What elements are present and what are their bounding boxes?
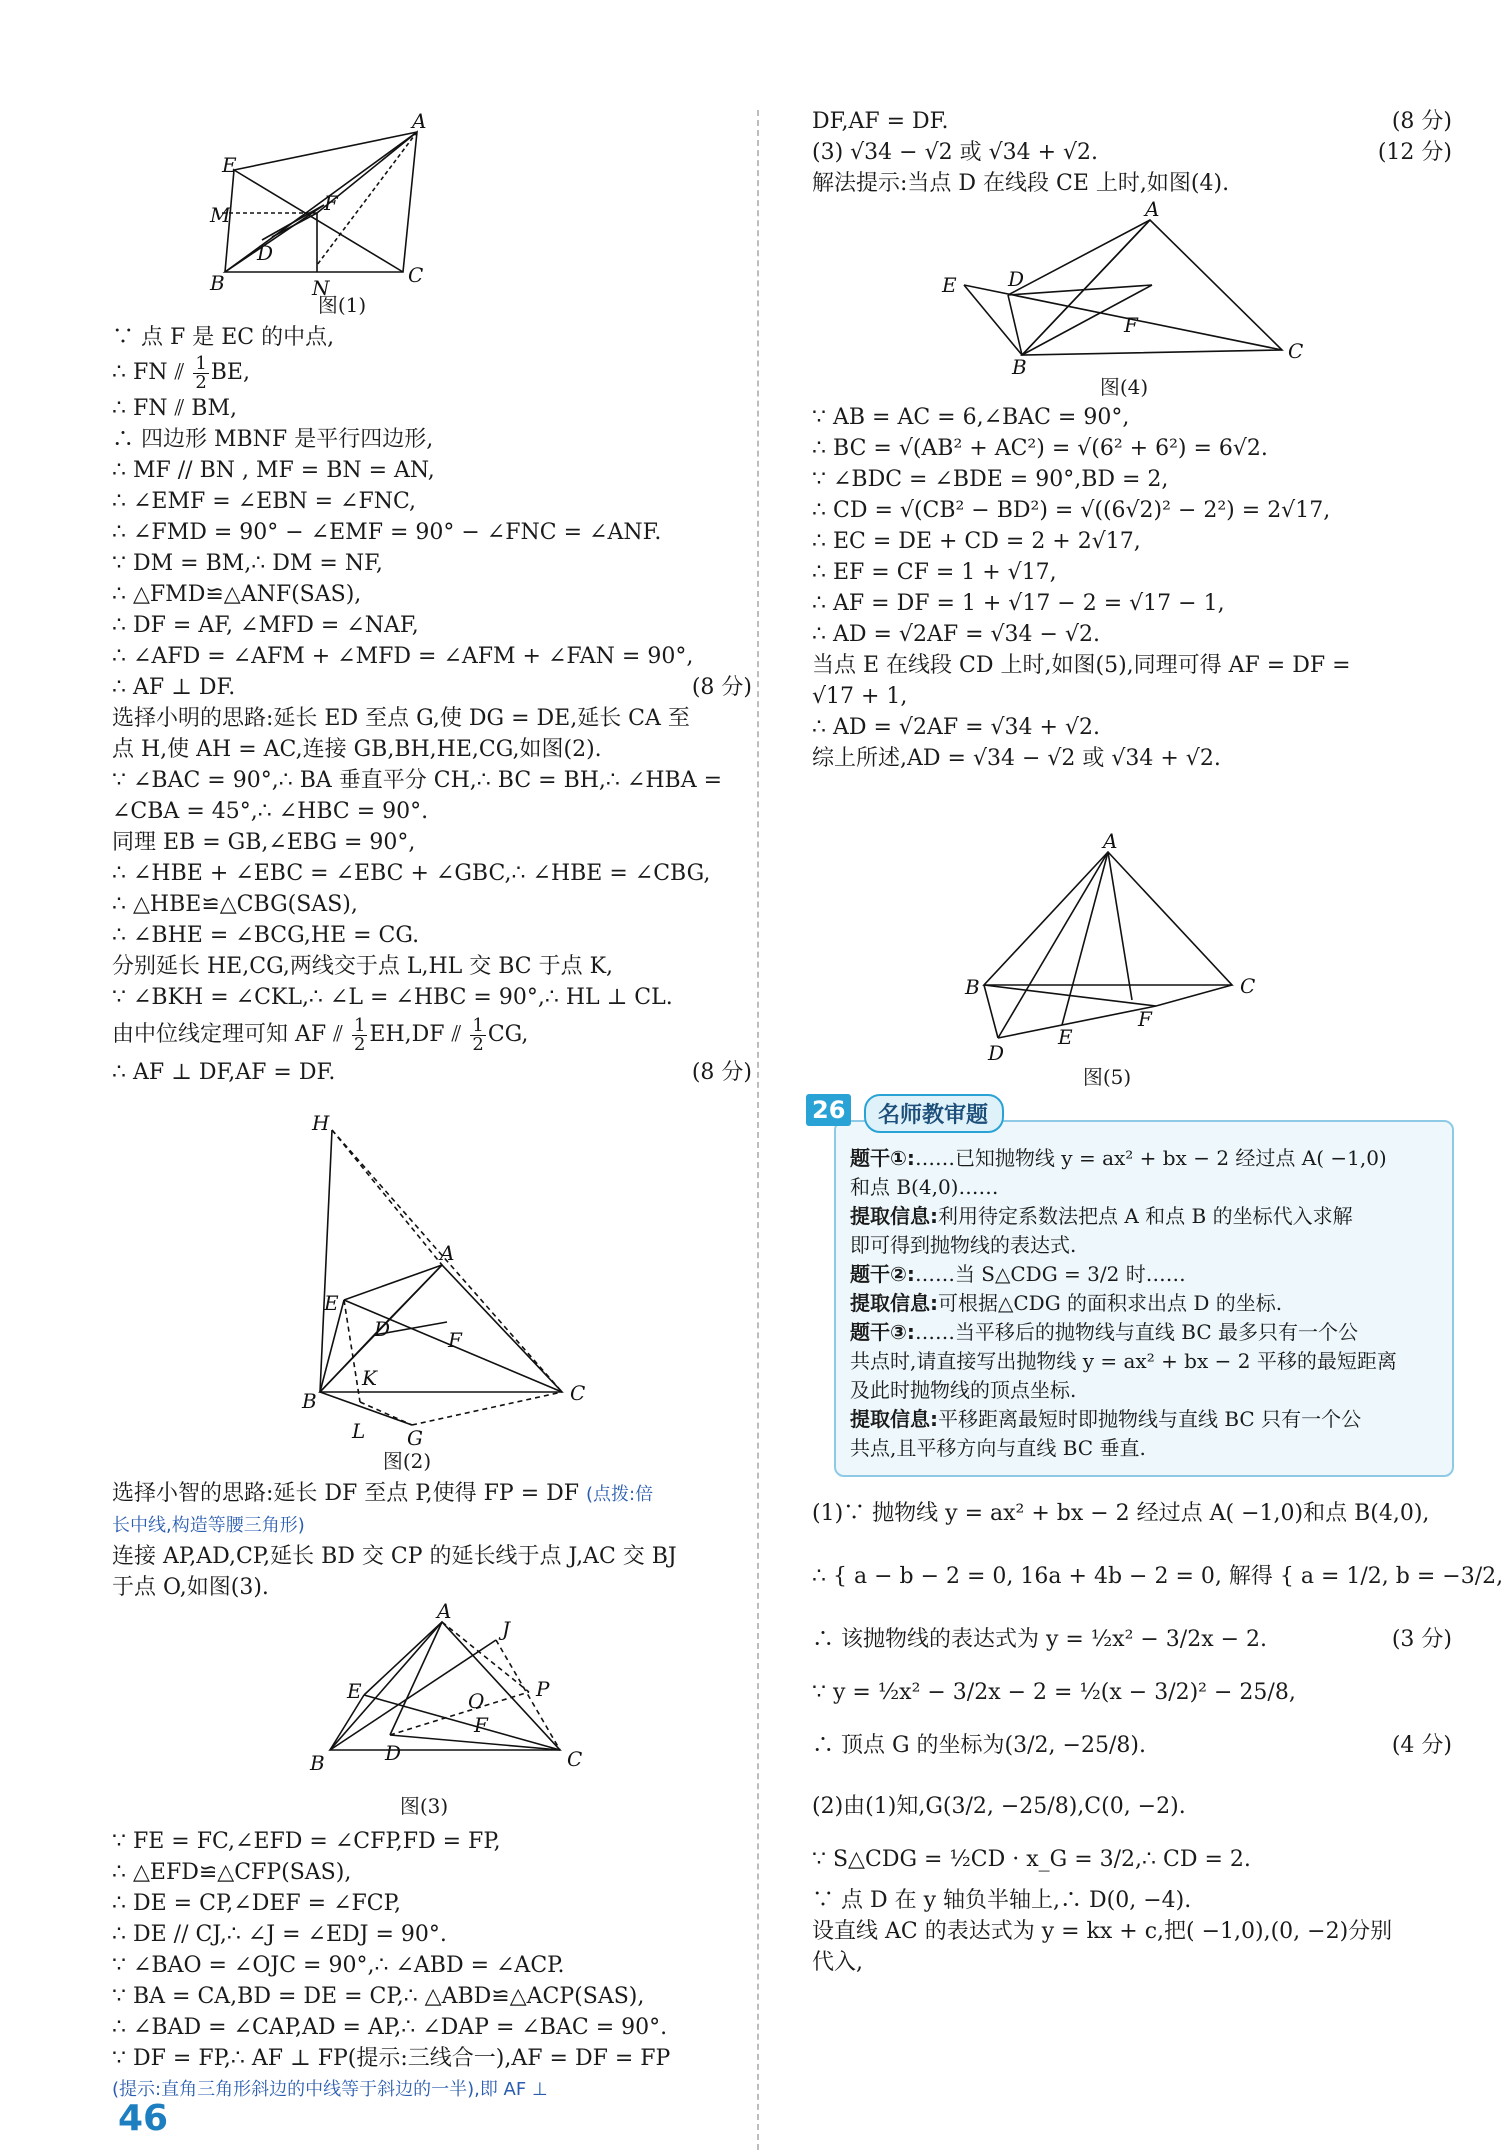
right-block-a [812,106,1452,199]
fig4-label-A: A [1145,197,1160,221]
fig2-label-C: C [570,1381,586,1405]
text-line: ∵ AB = AC = 6,∠BAC = 90°, [812,405,1130,430]
text-line: ∴ ∠EMF = ∠EBN = ∠FNC, [112,489,417,514]
fig3-label-D: D [385,1741,402,1765]
text-line: ∵ S△CDG = ½CD · x_G = 3/2,∴ CD = 2. [812,1847,1251,1872]
fig5-label-A: A [1103,829,1118,853]
fig4-label-B: B [1012,355,1027,379]
figure-2 [112,1110,752,1450]
fig4-label-D: D [1008,267,1025,291]
right-block-c [812,1498,1503,1978]
fig3-label-P: P [536,1677,550,1701]
fig3-label-O: O [468,1689,485,1713]
text-line: 点 H,使 AH = AC,连接 GB,BH,HE,CG,如图(2). [112,737,602,762]
fig5-label-C: C [1240,974,1256,998]
text-line: ∴ 该抛物线的表达式为 y = ½x² − 3/2x − 2. (3 分) [812,1624,1452,1655]
fig3-label-C: C [567,1747,583,1771]
fig1-label-B: B [210,271,225,295]
text-line: ∴ AF ⊥ DF,AF = DF. (8 分) [112,1057,752,1088]
fig2-label-F: F [448,1328,462,1352]
fig1-caption: 图(1) [317,293,367,317]
text-line: 同理 EB = GB,∠EBG = 90°, [112,830,416,855]
figure-4 [812,197,1452,379]
fig5-caption: 图(5) [1082,1065,1132,1089]
fig3-caption: 图(3) [399,1794,449,1818]
fig3-label-B: B [310,1751,325,1775]
text-line: ∴ 四边形 MBNF 是平行四边形, [112,427,434,452]
panel-row: 题干③:……当平移后的抛物线与直线 BC 最多只有一个公 [850,1320,1359,1344]
fig1-label-F: F [324,191,338,215]
text-line: ∵ DF = FP,∴ AF ⊥ FP(提示:三线合一),AF = DF = FP [112,2046,671,2071]
fig5-label-B: B [965,975,980,999]
panel-title: 名师教审题 [864,1094,1004,1133]
text-line: (2)由(1)知,G(3/2, −25/8),C(0, −2). [812,1794,1186,1819]
fig5-label-D: D [988,1041,1005,1065]
page-number: 46 [118,2098,169,2139]
fig4-caption: 图(4) [1099,375,1149,399]
fig2-label-K: K [362,1366,377,1390]
text-line: 选择小智的思路:延长 DF 至点 P,使得 FP = DF (点拨:倍 [112,1481,654,1506]
score: (8 分) [691,675,752,700]
fig3-label-E: E [347,1679,362,1703]
left-block-c [112,1826,752,2105]
fig1-label-A: A [412,109,427,133]
text-line: ∴ BC = √(AB² + AC²) = √(6² + 6²) = 6√2. [812,436,1268,461]
panel-row: 提取信息:平移距离最短时即抛物线与直线 BC 只有一个公 [850,1407,1362,1431]
text-line: 选择小明的思路:延长 ED 至点 G,使 DG = DE,延长 CA 至 [112,706,690,731]
text-line: ∵ DM = BM,∴ DM = NF, [112,551,383,576]
text-line: DF,AF = DF. (8 分) [812,106,1452,137]
fig2-label-H: H [312,1111,330,1135]
fig4-label-F: F [1124,313,1138,337]
panel-row: 共点,且平移方向与直线 BC 垂直. [850,1436,1146,1460]
text-line: ∴ FN ⫽ $\frac{1}{2}$ BE, [112,352,250,393]
text-line: 解法提示:当点 D 在线段 CE 上时,如图(4). [812,171,1230,196]
fig1-label-D: D [257,241,274,265]
problem-number: 26 [806,1094,851,1126]
text-line: ∴ AD = √2AF = √34 + √2. [812,715,1100,740]
text-line: ∴ AD = √2AF = √34 − √2. [812,622,1100,647]
fig2-label-D: D [374,1317,391,1341]
text-line: ∴ △EFD≌△CFP(SAS), [112,1860,352,1885]
text-line: ∵ ∠BDC = ∠BDE = 90°,BD = 2, [812,467,1169,492]
fig1-label-M: M [210,203,231,227]
left-block-a [112,322,752,1088]
text-line: 分别延长 HE,CG,两线交于点 L,HL 交 BC 于点 K, [112,954,614,979]
figure-3 [112,1600,752,1790]
text-line: ∴ DE = CP,∠DEF = ∠FCP, [112,1891,401,1916]
text-line: 连接 AP,AD,CP,延长 BD 交 CP 的延长线于点 J,AC 交 BJ [112,1544,677,1569]
text-line: ∴ EC = DE + CD = 2 + 2√17, [812,529,1141,554]
panel-row: 即可得到抛物线的表达式. [850,1233,1077,1257]
hint-note: (点拨:倍 [586,1484,654,1505]
text-line: ∴ CD = √(CB² − BD²) = √((6√2)² − 2²) = 2√17, [812,498,1331,523]
score: (12 分) [1377,140,1452,165]
fig2-label-A: A [440,1241,455,1265]
text-line: ∴ DF = AF, ∠MFD = ∠NAF, [112,613,419,638]
panel-row: 共点时,请直接写出抛物线 y = ax² + bx − 2 平移的最短距离 [850,1349,1397,1373]
score: (4 分) [1391,1733,1452,1758]
text-line: ∴ ∠HBE + ∠EBC = ∠EBC + ∠GBC,∴ ∠HBE = ∠CBG, [112,861,711,886]
text-line: ∴ ∠FMD = 90° − ∠EMF = 90° − ∠FNC = ∠ANF. [112,520,662,545]
panel-row: 提取信息:可根据△CDG 的面积求出点 D 的坐标. [850,1291,1283,1315]
panel-row: 提取信息:利用待定系数法把点 A 和点 B 的坐标代入求解 [850,1204,1353,1228]
text-line: (1)∵ 抛物线 y = ax² + bx − 2 经过点 A( −1,0)和点 B(4,0), [812,1501,1430,1526]
text-line: ∴ { a − b − 2 = 0, 16a + 4b − 2 = 0, 解得 { a = 1/2, b = −3/2, [812,1564,1503,1589]
text-line: ∴ DE // CJ,∴ ∠J = ∠EDJ = 90°. [112,1922,447,1947]
fig2-label-E: E [324,1291,339,1315]
text-line: ∵ FE = FC,∠EFD = ∠CFP,FD = FP, [112,1829,501,1854]
fig5-label-F: F [1138,1007,1152,1031]
fig1-label-N: N [312,276,330,300]
text-line: ∴ AF ⊥ DF. (8 分) [112,672,752,703]
column-divider [757,110,759,2150]
fig3-label-J: J [502,1617,511,1641]
fig2-label-B: B [302,1389,317,1413]
fig2-label-L: L [352,1419,366,1443]
text-line: ∵ 点 F 是 EC 的中点, [112,325,335,350]
panel-row: 及此时抛物线的顶点坐标. [850,1378,1077,1402]
right-block-b [812,402,1452,774]
text-line: ∴ △FMD≌△ANF(SAS), [112,582,362,607]
panel-row: 和点 B(4,0)…… [850,1175,999,1199]
text-line: ∴ EF = CF = 1 + √17, [812,560,1057,585]
text-line: ∵ 点 D 在 y 轴负半轴上,∴ D(0, −4). [812,1888,1192,1913]
fig3-label-F: F [474,1713,488,1737]
fig3-label-A: A [437,1599,452,1623]
figure-5 [812,829,1452,1065]
fig2-label-G: G [407,1426,423,1450]
hint-note: 长中线,构造等腰三角形) [112,1515,305,1536]
text-line: ∴ 顶点 G 的坐标为(3/2, −25/8). (4 分) [812,1730,1452,1761]
text-line: 设直线 AC 的表达式为 y = kx + c,把( −1,0),(0, −2)分别 [812,1919,1393,1944]
score: (8 分) [1391,109,1452,134]
fig1-label-C: C [408,263,424,287]
text-line: ∵ ∠BAO = ∠OJC = 90°,∴ ∠ABD = ∠ACP. [112,1953,565,1978]
text-line: (3) √34 − √2 或 √34 + √2. (12 分) [812,137,1452,168]
text-line: ∴ AF = DF = 1 + √17 − 2 = √17 − 1, [812,591,1225,616]
text-line: ∵ BA = CA,BD = DE = CP,∴ △ABD≌△ACP(SAS), [112,1984,645,2009]
fig4-label-C: C [1288,339,1304,363]
fig2-caption: 图(2) [382,1449,432,1473]
figure-1 [112,110,752,325]
text-line: ∴ ∠AFD = ∠AFM + ∠MFD = ∠AFM + ∠FAN = 90°, [112,644,694,669]
text-line: ∵ y = ½x² − 3/2x − 2 = ½(x − 3/2)² − 25/8, [812,1680,1296,1705]
text-line: ∵ ∠BAC = 90°,∴ BA 垂直平分 CH,∴ BC = BH,∴ ∠HBA = [112,768,723,793]
text-line: ∴ MF // BN , MF = BN = AN, [112,458,435,483]
fig1-label-E: E [222,153,237,177]
text-line: ∴ FN ⫽ BM, [112,396,237,421]
panel-row: 题干①:……已知抛物线 y = ax² + bx − 2 经过点 A( −1,0) [850,1146,1387,1170]
text-line: √17 + 1, [812,684,908,709]
text-line: ∴ ∠BAD = ∠CAP,AD = AP,∴ ∠DAP = ∠BAC = 90°. [112,2015,668,2040]
text-line: 由中位线定理可知 AF ⫽ $\frac{1}{2}$ EH,DF ⫽ $\frac{1}{2}$ CG, [112,1014,529,1055]
text-line: ∵ ∠BKH = ∠CKL,∴ ∠L = ∠HBC = 90°,∴ HL ⊥ CL. [112,985,673,1010]
text-line: 于点 O,如图(3). [112,1575,269,1600]
text-line: 当点 E 在线段 CD 上时,如图(5),同理可得 AF = DF = [812,653,1351,678]
fig5-label-E: E [1058,1025,1073,1049]
score: (3 分) [1391,1627,1452,1652]
text-line: 综上所述,AD = √34 − √2 或 √34 + √2. [812,746,1221,771]
panel-row: 题干②:……当 S△CDG = 3/2 时…… [850,1262,1186,1286]
text-line: ∴ △HBE≌△CBG(SAS), [112,892,358,917]
score: (8 分) [691,1060,752,1085]
text-line: ∴ ∠BHE = ∠BCG,HE = CG. [112,923,420,948]
tip-panel [812,1096,1454,1477]
text-line: 代入, [812,1950,863,1975]
left-block-b [112,1478,752,1603]
hint-note: (提示:直角三角形斜边的中线等于斜边的一半),即 AF ⊥ [112,2079,548,2100]
fig4-label-E: E [942,273,957,297]
text-line: ∠CBA = 45°,∴ ∠HBC = 90°. [112,799,429,824]
